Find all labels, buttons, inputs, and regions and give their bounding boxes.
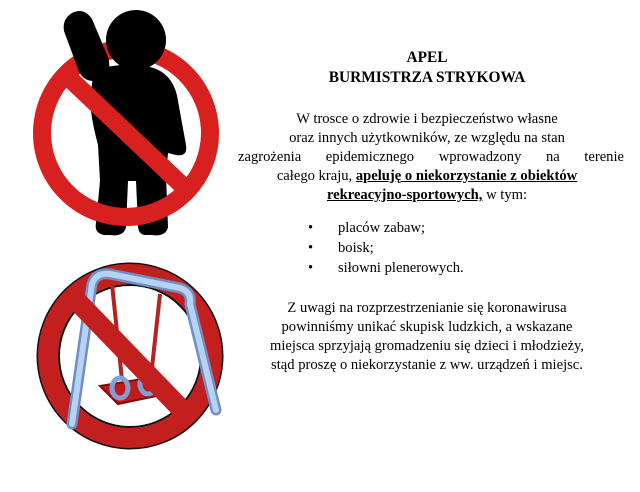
pictograms (0, 0, 240, 492)
paragraph-2-line-1: Z uwagi na rozprzestrzenianie się koronawirusa (287, 300, 567, 316)
paragraph-1-line-1: W trosce o zdrowie i bezpieczeństwo własne (296, 111, 558, 127)
list-item (308, 219, 628, 239)
list-item-label: boisk; (338, 240, 374, 256)
paragraph-2-line-3: miejsca sprzyjają gromadzeniu się dzieci i młodzieży, (270, 338, 584, 354)
paragraph-2-line-4: stąd proszę o niekorzystanie z ww. urządzeń i miejsc. (271, 357, 583, 373)
facility-list (226, 219, 628, 279)
prohibited-swing-icon (30, 248, 230, 458)
closing-paragraph (226, 299, 628, 375)
paragraph-1-line-2: oraz innych użytkowników, ze względu na stan (289, 130, 565, 146)
paragraph-1-line-5-plain: w tym: (482, 187, 528, 203)
appeal-emphasis-2: rekreacyjno-sportowych, (326, 187, 483, 203)
title (226, 48, 628, 88)
list-item (308, 239, 628, 259)
bullet: • (308, 260, 314, 276)
paragraph-1-line-3: zagrożenia epidemicznego wprowadzony na terenie (238, 149, 624, 165)
appeal-paragraph (226, 110, 628, 205)
title-line-2: BURMISTRZA STRYKOWA (328, 69, 526, 86)
paragraph-1-line-4-plain: całego kraju, (276, 168, 356, 184)
list-item (308, 259, 628, 279)
bullet: • (308, 220, 314, 236)
prohibited-person-icon (28, 5, 228, 240)
bullet: • (308, 240, 314, 256)
list-item-label: placów zabaw; (338, 220, 426, 236)
paragraph-2-line-2: powinniśmy unikać skupisk ludzkich, a wskazane (281, 319, 573, 335)
appeal-emphasis-1: apeluję o niekorzystanie z obiektów (355, 168, 578, 184)
title-line-1: APEL (406, 49, 448, 66)
appeal-text (226, 48, 628, 375)
list-item-label: siłowni plenerowych. (338, 260, 464, 276)
